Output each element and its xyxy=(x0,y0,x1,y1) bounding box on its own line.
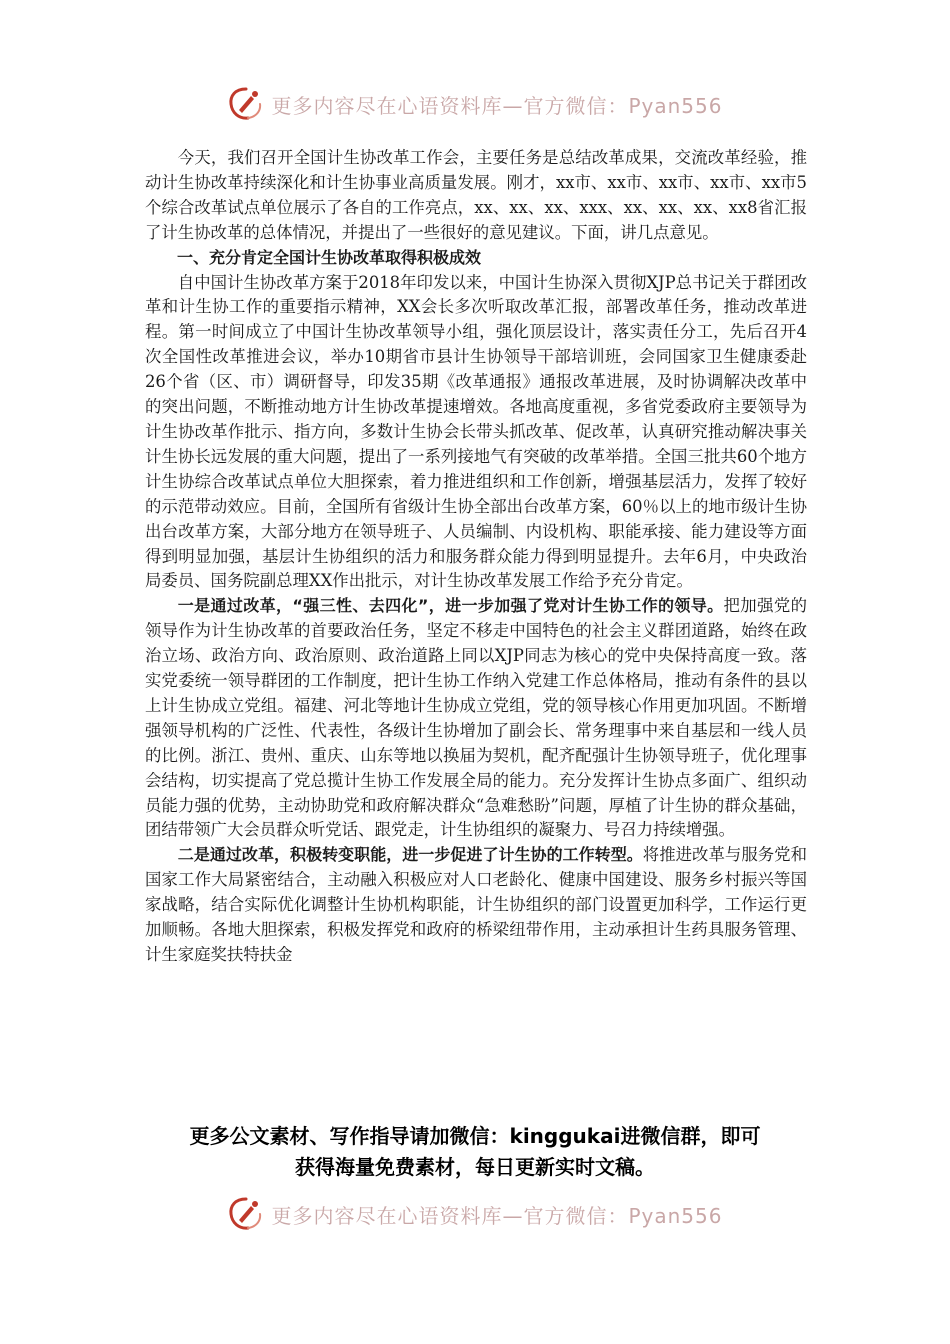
point-two-text: 将推进改革与服务党和国家工作大局紧密结合，主动融入积极应对人口老龄化、健康中国建设、服务乡村振兴等国家战略，结合实际优化调整计生协机构职能，计生协组织的部门设置更加科学，工作运行更加顺畅。各地大胆探索，积极发挥党和政府的桥梁纽带作用，主动承担计生药具服务管理、计生家庭奖扶特扶金 xyxy=(145,845,807,964)
point-one-text: 把加强党的领导作为计生协改革的首要政治任务，坚定不移走中国特色的社会主义群团道路，始终在政治立场、政治方向、政治原则、政治道路上同以XJP同志为核心的党中央保持高度一致。落实党委统一领导群团的工作制度，把计生协工作纳入党建工作总体格局，推动有条件的县以上计生协成立党组。福建、河北等地计生协成立党组，党的领导核心作用更加巩固。不断增强领导机构的广泛性、代表性，各级计生协增加了副会长、常务理事中来自基层和一线人员的比例。浙江、贵州、重庆、山东等地以换届为契机，配齐配强计生协领导班子，优化理事会结构，切实提高了党总揽计生协工作发展全局的能力。充分发挥计生协点多面广、组织动员能力强的优势，主动协助党和政府解决群众“急难愁盼”问题，厚植了计生协的群众基础，团结带领广大会员群众听党话、跟党走，计生协组织的凝聚力、号召力持续增强。 xyxy=(145,596,807,840)
intro-paragraph: 今天，我们召开全国计生协改革工作会，主要任务是总结改革成果，交流改革经验，推动计生协改革持续深化和计生协事业高质量发展。刚才，xx市、xx市、xx市、xx市、xx市5个综合改革试点单位展示了各自的工作亮点，xx、xx、xx、xxx、xx、xx、xx、xx8省汇报了计生协改革的总体情况，并提出了一些很好的意见建议。下面，讲几点意见。 xyxy=(145,148,807,242)
footer-watermark-banner xyxy=(0,1194,950,1234)
document-body xyxy=(145,146,807,968)
banner-text: 更多内容尽在心语资料库—官方微信：Pyan556 xyxy=(271,93,723,118)
section-paragraph: 自中国计生协改革方案于2018年印发以来，中国计生协深入贯彻XJP总书记关于群团改革和计生协工作的重要指示精神，XX会长多次听取改革汇报，部署改革任务，推动改革进程。第一时间成立了中国计生协改革领导小组，强化顶层设计，落实责任分工，先后召开4次全国性改革推进会议，举办10期省市县计生协领导干部培训班，会同国家卫生健康委赴26个省（区、市）调研督导，印发35期《改革通报》通报改革进展，及时协调解决改革中的突出问题，不断推动地方计生协改革提速增效。各地高度重视，多省党委政府主要领导为计生协改革作批示、指方向，多数计生协会长带头抓改革、促改革，认真研究推动解决事关计生协长远发展的重大问题，提出了一系列接地气有突破的改革举措。全国三批共60个地方计生协综合改革试点单位大胆探索，着力推进组织和工作创新，增强基层活力，发挥了较好的示范带动效应。目前，全国所有省级计生协全部出台改革方案，60％以上的地市级计生协出台改革方案，大部分地方在领导班子、人员编制、内设机构、职能承接、能力建设等方面得到明显加强，基层计生协组织的活力和服务群众能力得到明显提升。去年6月，中央政治局委员、国务院副总理XX作出批示，对计生协改革发展工作给予充分肯定。 xyxy=(145,272,807,591)
promo-notice xyxy=(0,1121,950,1183)
point-two-lead: 二是通过改革，积极转变职能，进一步促进了计生协的工作转型。 xyxy=(177,845,643,865)
logo-swirl-icon xyxy=(227,1196,265,1232)
section-heading: 一、充分肯定全国计生协改革取得积极成效 xyxy=(177,247,482,267)
header-watermark-banner xyxy=(0,84,950,124)
point-one-lead: 一是通过改革，“强三性、去四化”，进一步加强了党对计生协工作的领导。 xyxy=(177,596,724,616)
point-two-paragraph xyxy=(145,843,807,968)
logo-swirl-icon xyxy=(227,86,265,122)
promo-line-2: 获得海量免费素材，每日更新实时文稿。 xyxy=(295,1155,655,1179)
point-one-paragraph xyxy=(145,594,807,843)
banner-text: 更多内容尽在心语资料库—官方微信：Pyan556 xyxy=(271,1203,723,1228)
promo-line-1: 更多公文素材、写作指导请加微信：kinggukai进微信群，即可 xyxy=(189,1124,761,1148)
